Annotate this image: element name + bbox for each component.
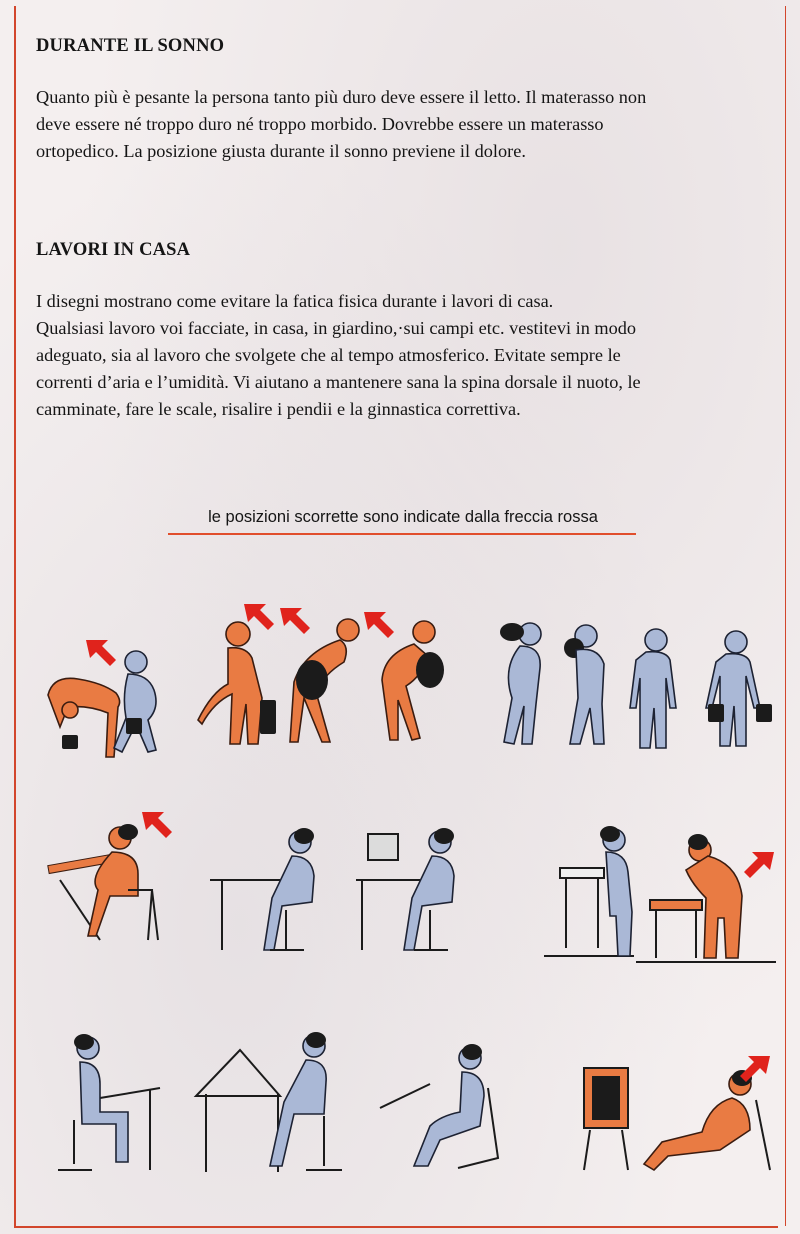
figure-writing-correct: [58, 1034, 160, 1170]
figure-standing-table-correct: [544, 826, 634, 956]
illustrations-caption: le posizioni scorrette sono indicate dalla freccia rossa: [208, 508, 598, 526]
red-arrow: [744, 852, 774, 878]
red-arrow: [280, 608, 310, 634]
figure-bending-incorrect: [48, 678, 120, 757]
text-line: deve essere né troppo duro né troppo morbido. Dovrebbe essere un materasso: [36, 114, 604, 134]
text-line: Qualsiasi lavoro voi facciate, in casa, in giardino,·sui campi etc. vestitevi in modo: [36, 318, 637, 338]
figure-desk-slouch-incorrect: [48, 824, 158, 940]
figure-drawing-board-correct: [196, 1032, 342, 1172]
figure-lifting-heavy-incorrect: [290, 619, 359, 742]
figure-standing-correct: [630, 629, 676, 748]
figure-laptop-correct: [210, 828, 314, 950]
figure-standing-reaching-incorrect: [198, 622, 276, 744]
figure-two-buckets-correct: [706, 631, 772, 746]
figure-carrying-head-correct: [564, 625, 604, 744]
figure-carrying-shoulder-correct: [500, 623, 541, 744]
figure-computer-correct: [356, 828, 454, 950]
figure-tv-slouch-incorrect: [584, 1068, 770, 1170]
text-line: ortopedico. La posizione giusta durante il sonno previene il dolore.: [36, 141, 526, 161]
red-arrow: [142, 812, 172, 838]
red-arrow: [740, 1056, 770, 1082]
text-line: correnti d’aria e l’umidità. Vi aiutano a mantenere sana la spina dorsale il nuoto, le: [36, 372, 641, 392]
figure-carrying-bent-incorrect: [382, 621, 444, 740]
heading-durante-il-sonno: DURANTE IL SONNO: [36, 36, 225, 56]
text-line: I disegni mostrano come evitare la fatica fisica durante i lavori di casa.: [36, 291, 554, 311]
text-line: Quanto più è pesante la persona tanto più duro deve essere il letto. Il materasso non: [36, 87, 647, 107]
red-arrow: [244, 604, 274, 630]
red-arrow: [86, 640, 116, 666]
red-arrow: [364, 612, 394, 638]
figure-reading-chair-correct: [380, 1044, 498, 1168]
text-line: adeguato, sia al lavoro che svolgete che al tempo atmosferico. Evitate sempre le: [36, 345, 621, 365]
heading-lavori-in-casa: LAVORI IN CASA: [36, 240, 191, 260]
text-line: camminate, fare le scale, risalire i pendii e la ginnastica correttiva.: [36, 399, 521, 419]
